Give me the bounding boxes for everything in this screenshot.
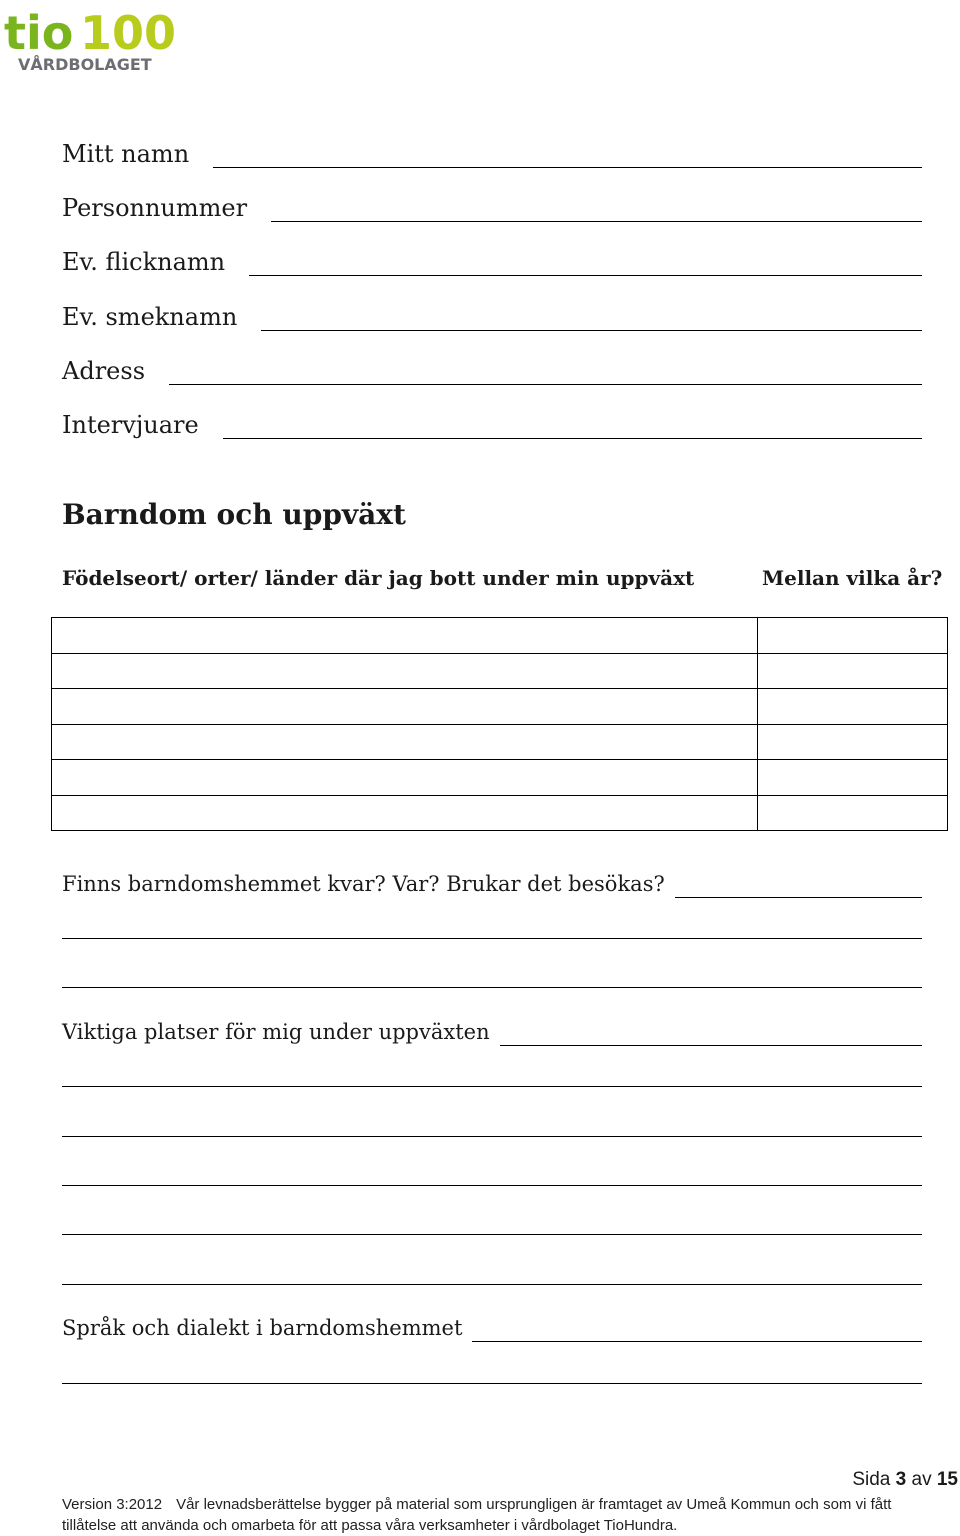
home-answer-line[interactable] — [62, 987, 922, 988]
page-separator: av — [911, 1469, 932, 1490]
language-label: Språk och dialekt i barndomshemmet — [62, 1316, 463, 1340]
section-heading: Barndom och uppväxt — [62, 498, 406, 531]
place-cell[interactable] — [52, 689, 758, 725]
table-row — [52, 653, 948, 689]
years-cell[interactable] — [758, 618, 948, 654]
place-cell[interactable] — [52, 795, 758, 831]
years-cell[interactable] — [758, 795, 948, 831]
table-row — [52, 618, 948, 654]
important-places-answer-line[interactable] — [62, 1185, 922, 1186]
intervjuare-input-line[interactable] — [223, 416, 922, 439]
place-cell[interactable] — [52, 618, 758, 654]
footer-note — [62, 1494, 942, 1536]
place-cell[interactable] — [52, 724, 758, 760]
years-cell[interactable] — [758, 653, 948, 689]
home-question-input-line[interactable] — [675, 875, 922, 898]
name-input-line[interactable] — [213, 145, 922, 168]
page-number — [852, 1469, 958, 1491]
name-label: Mitt namn — [62, 140, 190, 168]
language-field — [62, 1308, 922, 1342]
years-column-label: Mellan vilka år? — [762, 566, 943, 590]
version-label: Version 3:2012 — [62, 1496, 163, 1513]
important-places-answer-line[interactable] — [62, 1136, 922, 1137]
flicknamn-field — [62, 242, 922, 276]
important-places-answer-line[interactable] — [62, 1234, 922, 1235]
tio100-logo — [4, 4, 177, 74]
years-cell[interactable] — [758, 760, 948, 796]
logo-word — [4, 6, 176, 60]
page-total: 15 — [936, 1469, 958, 1490]
flicknamn-label: Ev. flicknamn — [62, 248, 226, 276]
intervjuare-field — [62, 405, 922, 439]
personnummer-field — [62, 188, 922, 222]
smeknamn-field — [62, 297, 922, 331]
logo-subtitle: VÅRDBOLAGET — [18, 55, 152, 74]
years-cell[interactable] — [758, 689, 948, 725]
personnummer-input-line[interactable] — [271, 199, 922, 222]
smeknamn-input-line[interactable] — [261, 308, 922, 331]
svg-text:tio: tio — [4, 6, 74, 60]
adress-field — [62, 351, 922, 385]
places-table — [51, 617, 948, 831]
years-cell[interactable] — [758, 724, 948, 760]
table-row — [52, 689, 948, 725]
adress-input-line[interactable] — [169, 362, 922, 385]
place-cell[interactable] — [52, 760, 758, 796]
name-field — [62, 134, 922, 168]
smeknamn-label: Ev. smeknamn — [62, 303, 238, 331]
personnummer-label: Personnummer — [62, 194, 248, 222]
important-places-answer-line[interactable] — [62, 1086, 922, 1087]
table-row — [52, 760, 948, 796]
important-places-label: Viktiga platser för mig under uppväxten — [62, 1020, 490, 1044]
intervjuare-label: Intervjuare — [62, 411, 199, 439]
svg-text:100: 100 — [80, 6, 177, 60]
important-places-input-line[interactable] — [500, 1023, 922, 1046]
page-prefix: Sida — [852, 1469, 891, 1490]
places-column-label: Födelseort/ orter/ länder där jag bott under min uppväxt — [62, 566, 695, 590]
place-cell[interactable] — [52, 653, 758, 689]
language-input-line[interactable] — [472, 1319, 922, 1342]
page-current: 3 — [895, 1469, 907, 1490]
adress-label: Adress — [62, 357, 146, 385]
home-question-label: Finns barndomshemmet kvar? Var? Brukar det besökas? — [62, 872, 665, 896]
footer-note-text: Vår levnadsberättelse bygger på material som ursprungligen är framtaget av Umeå Kommun och som vi fått tillåtelse att använda och omarbeta för att passa våra verksamheter i vårdbolaget TioHundra. — [62, 1496, 892, 1534]
important-places-answer-line[interactable] — [62, 1284, 922, 1285]
table-row — [52, 724, 948, 760]
home-answer-line[interactable] — [62, 938, 922, 939]
home-question-field — [62, 864, 922, 898]
language-answer-line[interactable] — [62, 1383, 922, 1384]
important-places-field — [62, 1012, 922, 1046]
flicknamn-input-line[interactable] — [249, 253, 922, 276]
table-row — [52, 795, 948, 831]
